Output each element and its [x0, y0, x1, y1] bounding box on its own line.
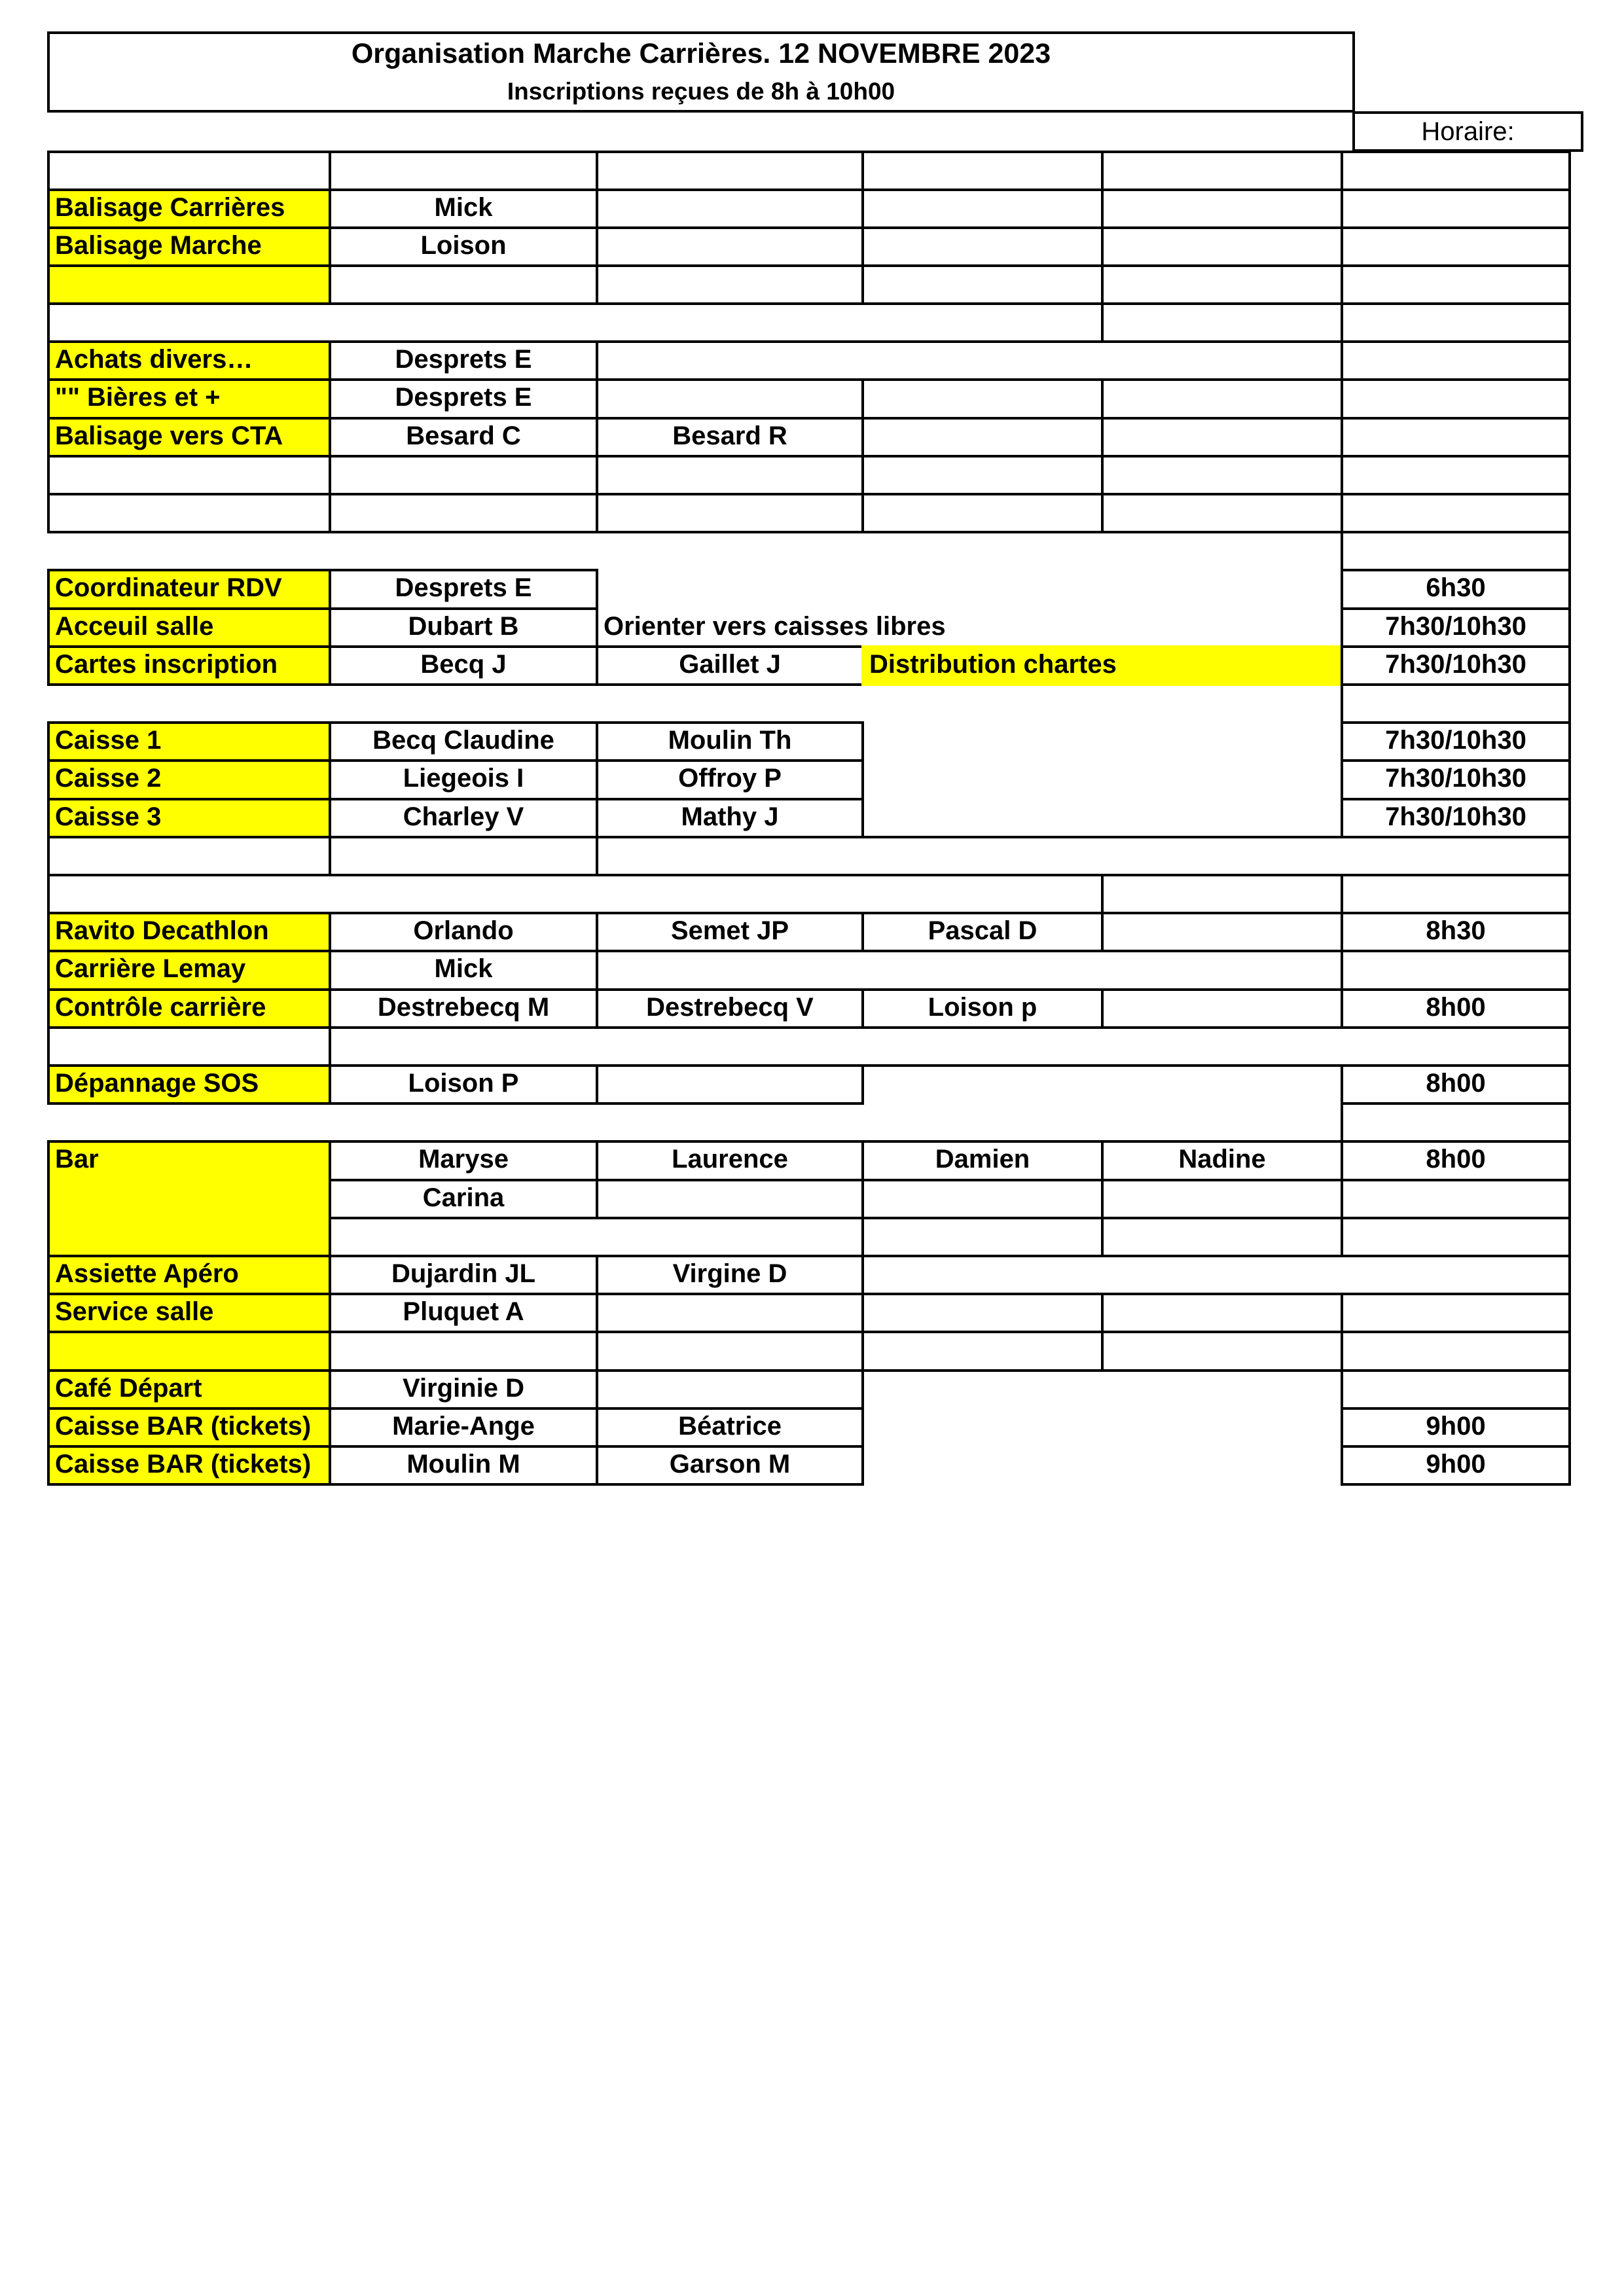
volunteer-cell: Becq Claudine — [329, 721, 598, 762]
task-label: Balisage Carrières — [47, 188, 331, 229]
grid-cell — [1101, 264, 1343, 305]
volunteer-cell: Garson M — [596, 1445, 864, 1486]
grid-cell — [329, 493, 598, 533]
task-label: Balisage vers CTA — [47, 417, 331, 457]
grid-cell — [1101, 1331, 1343, 1372]
volunteer-cell: Besard R — [596, 417, 864, 457]
grid-cell — [861, 378, 1104, 420]
grid-cell — [329, 1331, 598, 1372]
task-label: Caisse 2 — [47, 759, 331, 800]
grid-cell — [596, 226, 864, 267]
volunteer-cell: Pascal D — [861, 912, 1104, 952]
volunteer-cell: Destrebecq M — [329, 988, 598, 1029]
grid-cell — [1101, 874, 1343, 914]
grid-cell — [1341, 188, 1571, 229]
grid-cell — [596, 1331, 864, 1372]
page-subtitle: Inscriptions reçues de 8h à 10h00 — [507, 78, 895, 105]
grid-cell — [1341, 1179, 1571, 1219]
grid-cell — [596, 1179, 864, 1219]
task-label: Carrière Lemay — [47, 950, 331, 991]
grid-cell — [1341, 683, 1571, 724]
grid-cell — [861, 1293, 1104, 1333]
grid-cell — [1341, 950, 1571, 991]
volunteer-cell: Destrebecq V — [596, 988, 864, 1029]
grid-cell — [861, 417, 1104, 457]
grid-cell — [1341, 1369, 1571, 1410]
horaire-cell: 8h00 — [1341, 988, 1571, 1029]
grid-cell — [329, 264, 598, 305]
volunteer-cell: Damien — [861, 1140, 1104, 1181]
grid-cell — [861, 151, 1104, 191]
grid-cell — [329, 455, 598, 495]
volunteer-cell: Virginie D — [329, 1369, 598, 1410]
grid-cell — [329, 1217, 864, 1257]
grid-cell — [596, 151, 864, 191]
volunteer-cell: Gaillet J — [596, 645, 864, 686]
grid-cell — [861, 455, 1104, 495]
volunteer-cell: Desprets E — [329, 378, 598, 420]
grid-cell — [1341, 1217, 1571, 1257]
task-label: Contrôle carrière — [47, 988, 331, 1029]
task-label — [47, 264, 331, 305]
volunteer-cell: Semet JP — [596, 912, 864, 952]
grid-cell — [1101, 1217, 1343, 1257]
grid-cell — [1101, 493, 1343, 533]
volunteer-cell: Mick — [329, 950, 598, 991]
task-label: Achats divers… — [47, 340, 331, 381]
horaire-cell: 7h30/10h30 — [1341, 798, 1571, 838]
volunteer-cell: Moulin Th — [596, 721, 864, 762]
note-cell: Distribution chartes — [861, 645, 1343, 686]
volunteer-cell: Laurence — [596, 1140, 864, 1181]
volunteer-cell: Charley V — [329, 798, 598, 838]
volunteer-cell: Maryse — [329, 1140, 598, 1181]
horaire-cell: 6h30 — [1341, 569, 1571, 610]
grid-cell — [1341, 151, 1571, 191]
task-label: Coordinateur RDV — [47, 569, 331, 610]
horaire-cell: 8h00 — [1341, 1064, 1571, 1105]
horaire-cell: 9h00 — [1341, 1407, 1571, 1448]
grid-cell — [47, 302, 1104, 343]
grid-cell — [1341, 226, 1571, 267]
grid-cell — [1341, 455, 1571, 495]
grid-cell — [1101, 417, 1343, 457]
task-label: Caisse BAR (tickets) — [47, 1445, 331, 1486]
grid-cell — [1101, 188, 1343, 229]
grid-cell — [1101, 455, 1343, 495]
task-label: Balisage Marche — [47, 226, 331, 267]
task-label: Acceuil salle — [47, 607, 331, 648]
task-label: Bar — [47, 1140, 331, 1257]
grid-cell — [1341, 264, 1571, 305]
horaire-cell: 7h30/10h30 — [1341, 645, 1571, 686]
grid-cell — [47, 836, 331, 876]
grid-cell — [1341, 340, 1571, 381]
volunteer-cell: Becq J — [329, 645, 598, 686]
grid-cell — [861, 188, 1104, 229]
task-label: Assiette Apéro — [47, 1255, 331, 1295]
horaire-cell: 8h00 — [1341, 1140, 1571, 1181]
grid-cell — [596, 950, 1343, 991]
volunteer-cell: Liegeois I — [329, 759, 598, 800]
volunteer-cell: Loison P — [329, 1064, 598, 1105]
volunteer-cell: Carina — [329, 1179, 598, 1219]
task-label: Cartes inscription — [47, 645, 331, 686]
horaire-cell: 7h30/10h30 — [1341, 721, 1571, 762]
volunteer-cell: Mathy J — [596, 798, 864, 838]
task-label: Caisse 3 — [47, 798, 331, 838]
volunteer-cell: Loison p — [861, 988, 1104, 1029]
volunteer-cell: Pluquet A — [329, 1293, 598, 1333]
volunteer-cell: Desprets E — [329, 340, 598, 381]
horaire-cell: 7h30/10h30 — [1341, 759, 1571, 800]
grid-cell — [1341, 1331, 1571, 1372]
volunteer-cell: Moulin M — [329, 1445, 598, 1486]
grid-cell — [47, 151, 331, 191]
grid-cell — [596, 1369, 864, 1410]
grid-cell — [1341, 302, 1571, 343]
note-cell: Orienter vers caisses libres — [604, 612, 946, 641]
page-title: Organisation Marche Carrières. 12 NOVEMBRE 2023 — [351, 38, 1051, 69]
grid-cell — [1101, 1293, 1343, 1333]
grid-cell — [596, 1293, 864, 1333]
grid-cell — [861, 1179, 1104, 1219]
grid-cell — [596, 264, 864, 305]
grid-cell — [47, 1026, 331, 1067]
volunteer-cell: Dujardin JL — [329, 1255, 598, 1295]
grid-cell — [861, 1255, 1571, 1295]
grid-cell — [861, 1331, 1104, 1372]
grid-cell — [329, 1026, 1571, 1067]
grid-cell — [1341, 417, 1571, 457]
grid-cell — [596, 340, 1343, 381]
grid-cell — [329, 836, 598, 876]
grid-cell — [596, 455, 864, 495]
grid-cell — [1101, 302, 1343, 343]
grid-cell — [1341, 493, 1571, 533]
task-label: Service salle — [47, 1293, 331, 1333]
grid-cell — [1341, 1293, 1571, 1333]
grid-cell — [1341, 874, 1571, 914]
grid-cell — [1341, 531, 1571, 571]
volunteer-cell: Desprets E — [329, 569, 598, 610]
volunteer-cell: Nadine — [1101, 1140, 1343, 1181]
task-label: Caisse BAR (tickets) — [47, 1407, 331, 1448]
task-label — [47, 1331, 331, 1372]
grid-cell — [47, 874, 1104, 914]
grid-cell — [861, 493, 1104, 533]
volunteer-cell: Dubart B — [329, 607, 598, 648]
grid-cell — [596, 1064, 864, 1105]
volunteer-cell: Marie-Ange — [329, 1407, 598, 1448]
task-label: Dépannage SOS — [47, 1064, 331, 1105]
task-label: "" Bières et + — [47, 378, 331, 420]
task-label: Caisse 1 — [47, 721, 331, 762]
grid-cell — [1101, 912, 1343, 952]
horaire-cell: 8h30 — [1341, 912, 1571, 952]
grid-cell — [329, 151, 598, 191]
grid-cell — [47, 493, 331, 533]
horaire-header: Horaire: — [1421, 117, 1515, 146]
grid-cell — [47, 455, 331, 495]
grid-cell — [1101, 226, 1343, 267]
grid-cell — [596, 493, 864, 533]
grid-cell — [1101, 1179, 1343, 1219]
grid-cell — [596, 836, 1571, 876]
volunteer-cell: Orlando — [329, 912, 598, 952]
horaire-cell: 9h00 — [1341, 1445, 1571, 1486]
grid-cell — [1341, 378, 1571, 420]
volunteer-cell: Loison — [329, 226, 598, 267]
task-label: Café Départ — [47, 1369, 331, 1410]
grid-cell — [596, 378, 864, 420]
grid-cell — [596, 188, 864, 229]
grid-cell — [1341, 1102, 1571, 1143]
grid-cell — [1101, 151, 1343, 191]
horaire-cell: 7h30/10h30 — [1341, 607, 1571, 648]
volunteer-cell: Besard C — [329, 417, 598, 457]
grid-cell — [861, 264, 1104, 305]
grid-cell — [861, 226, 1104, 267]
volunteer-cell: Virgine D — [596, 1255, 864, 1295]
volunteer-cell: Offroy P — [596, 759, 864, 800]
volunteer-cell: Mick — [329, 188, 598, 229]
task-label: Ravito Decathlon — [47, 912, 331, 952]
grid-cell — [1101, 378, 1343, 420]
volunteer-cell: Béatrice — [596, 1407, 864, 1448]
